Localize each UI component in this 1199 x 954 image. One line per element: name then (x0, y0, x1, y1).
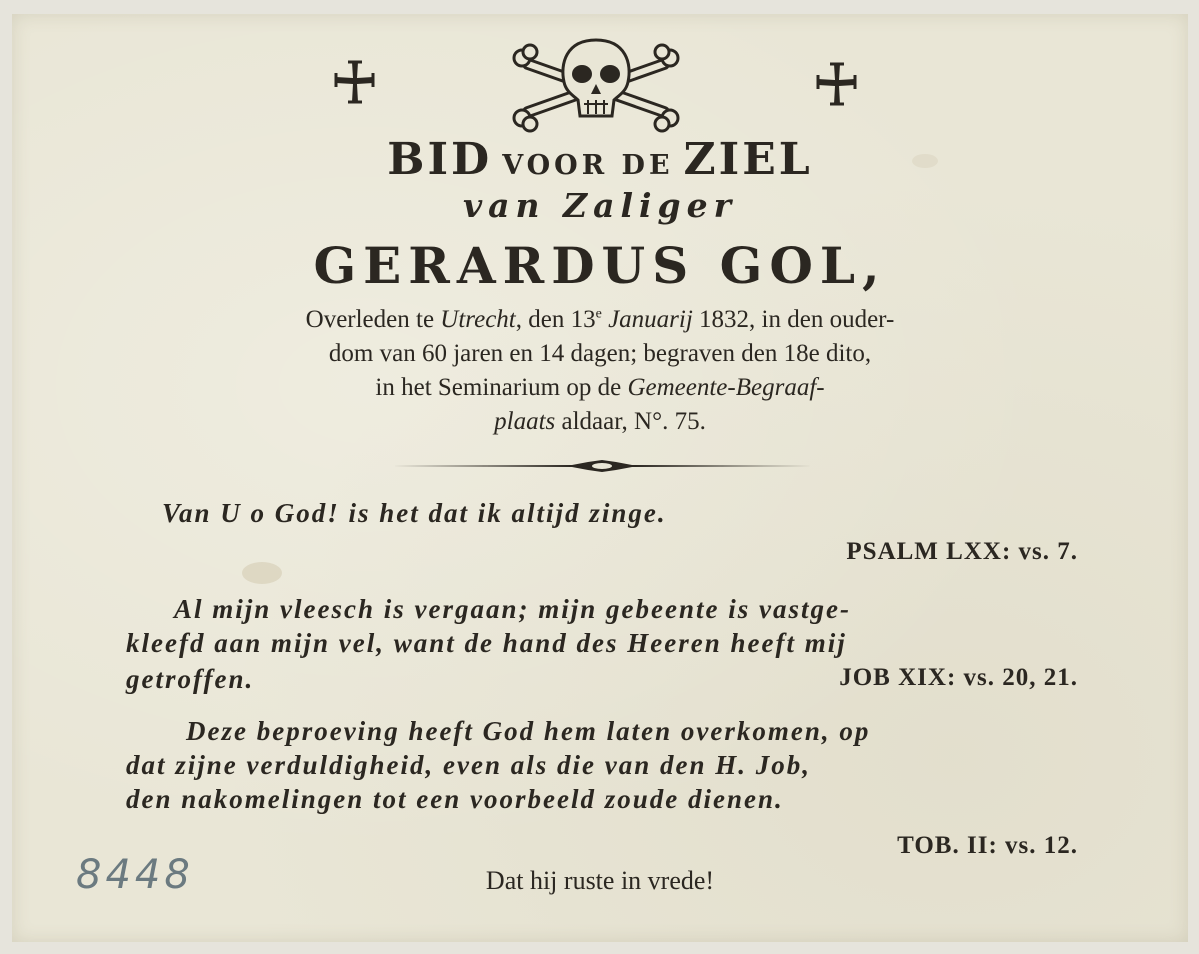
bio-line (12, 408, 1188, 436)
title-ziel: ZIEL (683, 134, 813, 185)
verse-line: Van U o God! is het dat ik altijd zinge. (162, 498, 667, 528)
bio-text: 1832, in den ouder- (692, 306, 895, 333)
bio-superscript: e (595, 306, 602, 322)
card-title (12, 134, 1188, 185)
paper-stain (242, 562, 282, 584)
bio-month: Januarij (601, 306, 693, 333)
bio-text: Overleden te (305, 306, 441, 333)
verse-line: Deze beproeving heeft God hem laten overkomen, op (186, 716, 871, 746)
card-subtitle: van Zaliger (462, 186, 738, 225)
deceased-name: GERARDUS GOL, (313, 236, 887, 295)
prayer-card (12, 14, 1188, 942)
skull-crossbones-icon (508, 34, 684, 134)
verse-reference: JOB XIX: vs. 20, 21. (839, 664, 1078, 691)
bio-line (12, 306, 1188, 334)
verse-line: dat zijne verduldigheid, even als die van den H. Job, (126, 750, 811, 780)
verse-reference: TOB. II: vs. 12. (897, 832, 1078, 859)
bio-text: in het Seminarium op de (375, 374, 628, 401)
cross-icon (330, 58, 380, 108)
verse-line: Al mijn vleesch is vergaan; mijn gebeente is vastge- (174, 594, 851, 624)
title-bid: BID (387, 134, 493, 185)
bio-cemetery: plaats (494, 408, 556, 435)
verse-line: kleefd aan mijn vel, want de hand des Heeren heeft mij (126, 628, 847, 658)
cross-icon (812, 60, 862, 110)
bio-line: dom van 60 jaren en 14 dagen; begraven den 18e dito, (328, 340, 872, 367)
closing-prayer: Dat hij ruste in vrede! (485, 866, 715, 895)
ornamental-divider (392, 458, 812, 474)
bio-line (12, 374, 1188, 402)
handwritten-number: 8448 (76, 852, 194, 898)
verse-line: den nakomelingen tot een voorbeeld zoude dienen. (126, 784, 784, 814)
title-voor-de: VOOR DE (502, 150, 674, 181)
bio-cemetery: Gemeente-Begraaf- (627, 374, 825, 401)
bio-text: , den 13 (515, 306, 596, 333)
verse-line: getroffen. (126, 664, 255, 694)
bio-text: aldaar, N°. 75. (555, 408, 706, 435)
verse-reference: PSALM LXX: vs. 7. (846, 538, 1078, 565)
bio-place: Utrecht (440, 306, 516, 333)
